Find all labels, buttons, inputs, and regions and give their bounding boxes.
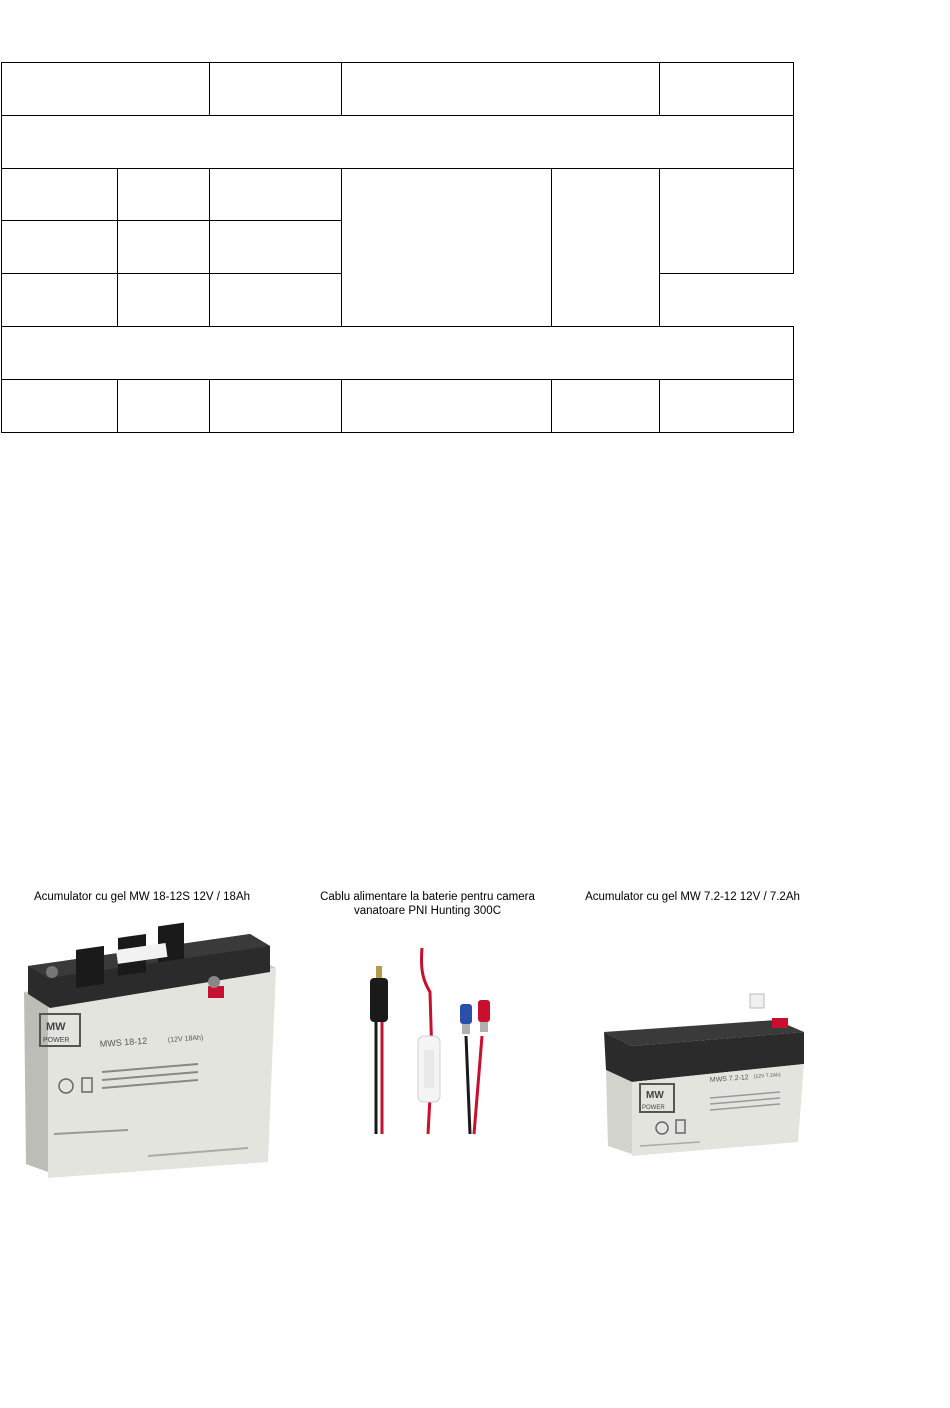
power-cable-icon — [340, 942, 540, 1142]
model-label: MWS 7.2-12 — [709, 1074, 749, 1084]
model-label: MWS 18-12 — [99, 1035, 148, 1049]
table-cell — [342, 63, 660, 116]
table-cell — [2, 379, 118, 432]
table-row — [2, 63, 794, 116]
power-cable-image — [340, 942, 540, 1142]
rating-label: (12V 18Ah) — [167, 1034, 204, 1044]
data-table — [1, 62, 794, 433]
table-row — [2, 169, 794, 221]
table-cell — [552, 169, 660, 326]
table-cell — [210, 273, 342, 326]
brand-mark: POWER — [43, 1037, 70, 1044]
table-cell — [660, 63, 794, 116]
table-cell — [210, 63, 342, 116]
table-section-cell — [2, 116, 794, 169]
product-caption — [300, 890, 555, 918]
battery-7ah-image — [600, 990, 822, 1160]
table-cell — [2, 169, 118, 221]
table-cell — [342, 379, 552, 432]
table-cell — [118, 273, 210, 326]
table-row — [2, 379, 794, 432]
table-cell — [210, 221, 342, 273]
table-cell — [118, 379, 210, 432]
table-row — [2, 326, 794, 379]
table-cell — [2, 273, 118, 326]
table-cell — [210, 169, 342, 221]
table-cell — [552, 379, 660, 432]
table-cell — [118, 221, 210, 273]
table-cell — [210, 379, 342, 432]
brand-mark: MW — [46, 1021, 66, 1033]
product-caption: Acumulator cu gel MW 7.2-12 12V / 7.2Ah — [585, 891, 800, 903]
rating-label: (12V 7.2Ah) — [753, 1072, 781, 1080]
table-cell — [2, 221, 118, 273]
table-cell — [2, 63, 210, 116]
brand-mark: POWER — [642, 1105, 665, 1111]
table-row — [2, 116, 794, 169]
caption-line: Cablu alimentare la baterie pentru camera — [320, 891, 535, 903]
caption-line: vanatoare PNI Hunting 300C — [353, 905, 502, 917]
gel-battery-18ah-icon — [18, 922, 280, 1180]
table-cell — [660, 169, 794, 273]
gel-battery-7ah-icon — [600, 990, 822, 1160]
table-section-cell — [2, 326, 794, 379]
battery-18ah-image — [18, 922, 280, 1180]
brand-mark: MW — [646, 1090, 664, 1101]
product-caption: Acumulator cu gel MW 18-12S 12V / 18Ah — [33, 891, 251, 903]
table-cell — [118, 169, 210, 221]
table-cell — [660, 379, 794, 432]
table-cell — [342, 169, 552, 326]
